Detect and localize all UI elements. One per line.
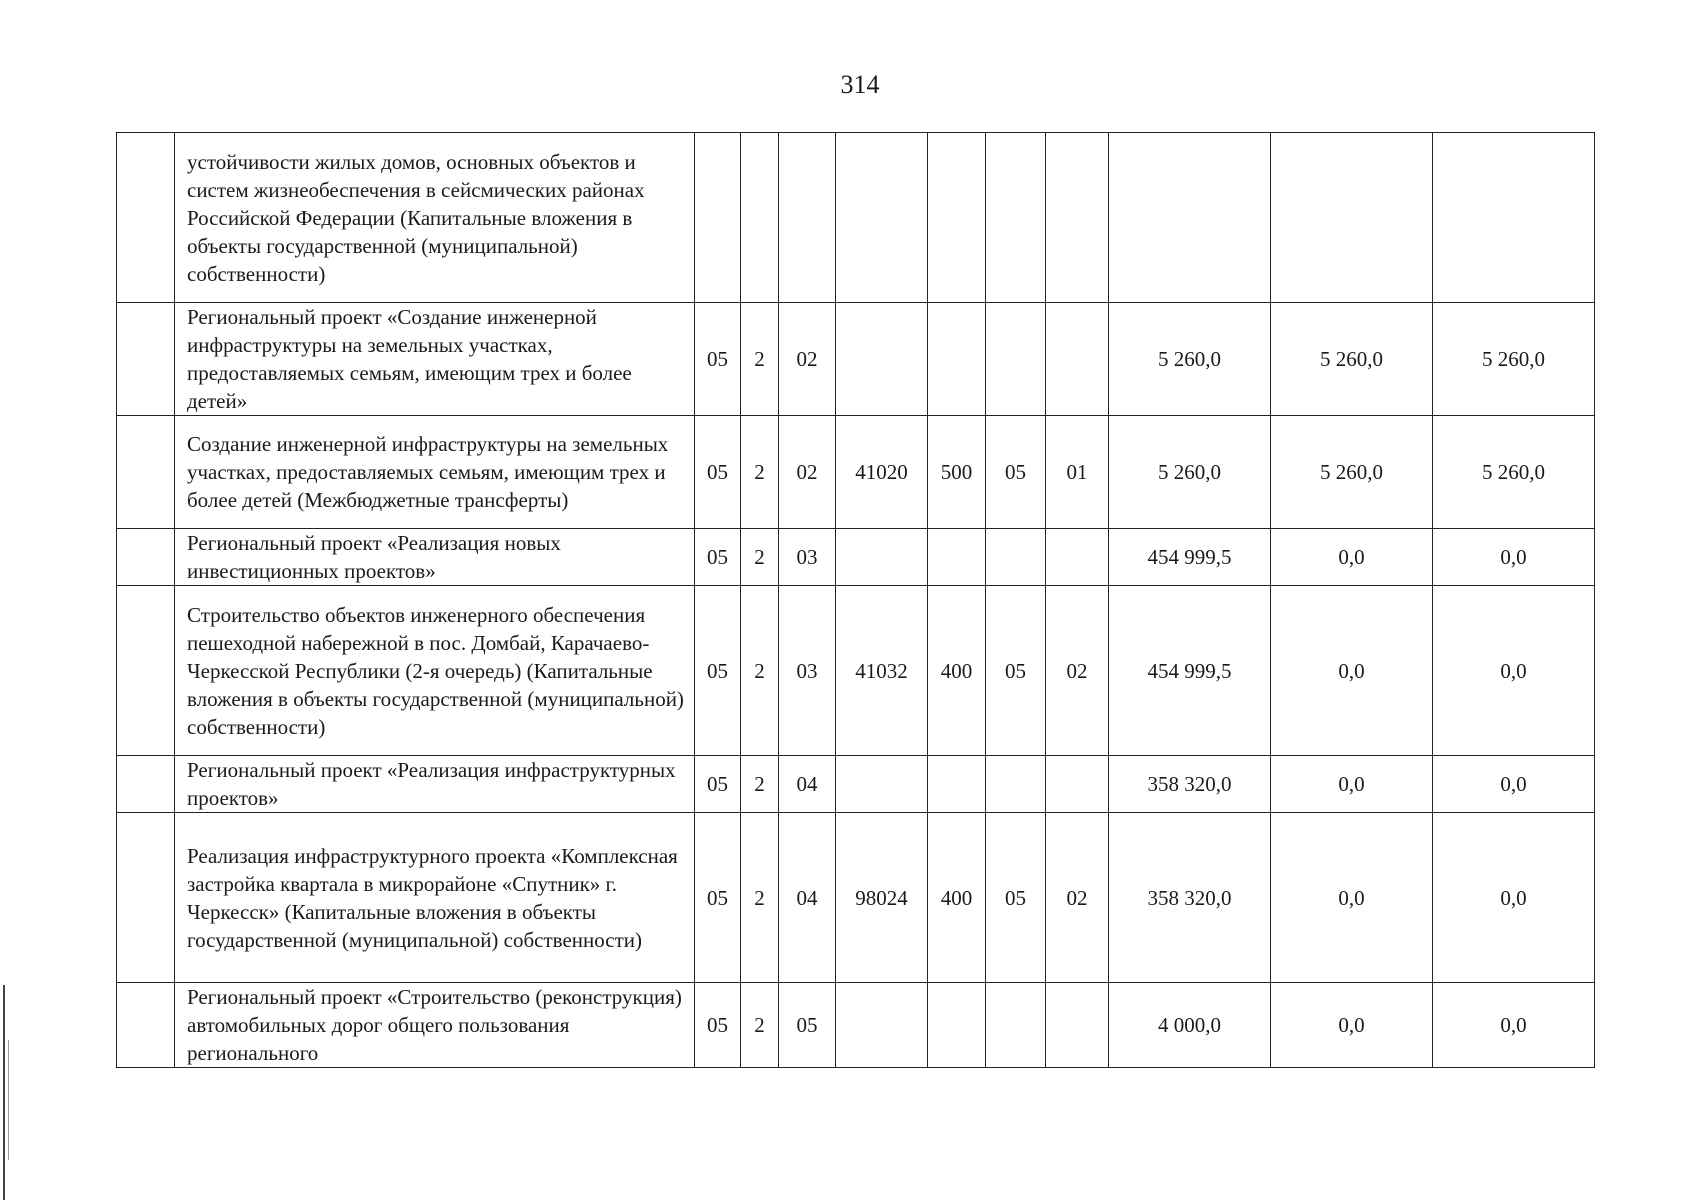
budget-table bbox=[116, 132, 1595, 1068]
scan-artifact-line bbox=[3, 985, 5, 1200]
amount-cell bbox=[1271, 133, 1433, 303]
row-index-cell bbox=[117, 303, 175, 416]
code-cell bbox=[928, 133, 986, 303]
amount-cell: 5 260,0 bbox=[1271, 303, 1433, 416]
code-cell: 2 bbox=[741, 529, 779, 586]
code-cell bbox=[928, 983, 986, 1068]
code-cell bbox=[1046, 756, 1109, 813]
code-cell: 2 bbox=[741, 983, 779, 1068]
code-cell: 03 bbox=[779, 586, 836, 756]
amount-cell: 0,0 bbox=[1433, 983, 1595, 1068]
code-cell: 500 bbox=[928, 416, 986, 529]
code-cell: 04 bbox=[779, 813, 836, 983]
code-cell: 05 bbox=[695, 529, 741, 586]
amount-cell: 454 999,5 bbox=[1109, 529, 1271, 586]
table-row bbox=[117, 983, 1595, 1068]
code-cell: 05 bbox=[779, 983, 836, 1068]
code-cell bbox=[1046, 303, 1109, 416]
row-index-cell bbox=[117, 756, 175, 813]
code-cell: 02 bbox=[1046, 586, 1109, 756]
table-row bbox=[117, 303, 1595, 416]
code-cell bbox=[695, 133, 741, 303]
code-cell: 41020 bbox=[836, 416, 928, 529]
description-cell: Региональный проект «Реализация новых инвестиционных проектов» bbox=[175, 529, 695, 586]
amount-cell: 0,0 bbox=[1433, 586, 1595, 756]
code-cell: 2 bbox=[741, 303, 779, 416]
code-cell bbox=[986, 756, 1046, 813]
amount-cell: 358 320,0 bbox=[1109, 813, 1271, 983]
page-number: 314 bbox=[840, 70, 880, 99]
amount-cell: 0,0 bbox=[1271, 756, 1433, 813]
table-row bbox=[117, 586, 1595, 756]
code-cell: 2 bbox=[741, 586, 779, 756]
code-cell bbox=[836, 303, 928, 416]
code-cell bbox=[986, 983, 1046, 1068]
table-row bbox=[117, 133, 1595, 303]
code-cell: 41032 bbox=[836, 586, 928, 756]
row-index-cell bbox=[117, 813, 175, 983]
amount-cell: 5 260,0 bbox=[1109, 416, 1271, 529]
code-cell bbox=[1046, 983, 1109, 1068]
code-cell bbox=[986, 133, 1046, 303]
amount-cell: 0,0 bbox=[1271, 586, 1433, 756]
code-cell: 02 bbox=[1046, 813, 1109, 983]
code-cell: 04 bbox=[779, 756, 836, 813]
code-cell bbox=[1046, 529, 1109, 586]
amount-cell: 4 000,0 bbox=[1109, 983, 1271, 1068]
code-cell: 2 bbox=[741, 416, 779, 529]
code-cell bbox=[928, 756, 986, 813]
row-index-cell bbox=[117, 586, 175, 756]
amount-cell: 0,0 bbox=[1271, 813, 1433, 983]
code-cell bbox=[986, 529, 1046, 586]
code-cell: 98024 bbox=[836, 813, 928, 983]
row-index-cell bbox=[117, 529, 175, 586]
code-cell bbox=[836, 756, 928, 813]
description-cell: Строительство объектов инженерного обеспечения пешеходной набережной в пос. Домбай, Карачаево-Черкесской Республики (2-я очередь) (Капитальные вложения в объекты государственной (муниципальной) собственности) bbox=[175, 586, 695, 756]
code-cell: 02 bbox=[779, 303, 836, 416]
code-cell: 2 bbox=[741, 756, 779, 813]
row-index-cell bbox=[117, 983, 175, 1068]
amount-cell: 0,0 bbox=[1433, 756, 1595, 813]
amount-cell: 5 260,0 bbox=[1271, 416, 1433, 529]
code-cell bbox=[779, 133, 836, 303]
table-row bbox=[117, 813, 1595, 983]
code-cell bbox=[836, 133, 928, 303]
code-cell: 05 bbox=[695, 416, 741, 529]
code-cell: 05 bbox=[695, 586, 741, 756]
code-cell: 01 bbox=[1046, 416, 1109, 529]
amount-cell bbox=[1109, 133, 1271, 303]
code-cell bbox=[928, 529, 986, 586]
code-cell: 03 bbox=[779, 529, 836, 586]
code-cell: 05 bbox=[695, 303, 741, 416]
amount-cell: 5 260,0 bbox=[1433, 416, 1595, 529]
code-cell: 400 bbox=[928, 586, 986, 756]
amount-cell: 0,0 bbox=[1433, 813, 1595, 983]
description-cell: Региональный проект «Реализация инфраструктурных проектов» bbox=[175, 756, 695, 813]
code-cell bbox=[836, 983, 928, 1068]
code-cell: 400 bbox=[928, 813, 986, 983]
row-index-cell bbox=[117, 133, 175, 303]
amount-cell: 5 260,0 bbox=[1433, 303, 1595, 416]
amount-cell: 454 999,5 bbox=[1109, 586, 1271, 756]
code-cell: 05 bbox=[695, 813, 741, 983]
description-cell: Региональный проект «Создание инженерной инфраструктуры на земельных участках, предоставляемых семьям, имеющим трех и более детей» bbox=[175, 303, 695, 416]
amount-cell: 0,0 bbox=[1271, 529, 1433, 586]
row-index-cell bbox=[117, 416, 175, 529]
amount-cell: 5 260,0 bbox=[1109, 303, 1271, 416]
amount-cell: 0,0 bbox=[1433, 529, 1595, 586]
code-cell bbox=[928, 303, 986, 416]
description-cell: Региональный проект «Строительство (реконструкция) автомобильных дорог общего пользования регионального bbox=[175, 983, 695, 1068]
code-cell bbox=[1046, 133, 1109, 303]
code-cell: 05 bbox=[695, 756, 741, 813]
code-cell: 02 bbox=[779, 416, 836, 529]
amount-cell: 0,0 bbox=[1271, 983, 1433, 1068]
code-cell: 05 bbox=[986, 416, 1046, 529]
scan-artifact-line bbox=[8, 1040, 9, 1160]
code-cell: 2 bbox=[741, 813, 779, 983]
table-row bbox=[117, 416, 1595, 529]
description-cell: Создание инженерной инфраструктуры на земельных участках, предоставляемых семьям, имеющим трех и более детей (Межбюджетные трансферты) bbox=[175, 416, 695, 529]
code-cell: 05 bbox=[695, 983, 741, 1068]
amount-cell: 358 320,0 bbox=[1109, 756, 1271, 813]
description-cell: устойчивости жилых домов, основных объектов и систем жизнеобеспечения в сейсмических районах Российской Федерации (Капитальные вложения в объекты государственной (муниципальной) собственности) bbox=[175, 133, 695, 303]
table-row bbox=[117, 529, 1595, 586]
code-cell bbox=[986, 303, 1046, 416]
code-cell bbox=[836, 529, 928, 586]
code-cell: 05 bbox=[986, 586, 1046, 756]
description-cell: Реализация инфраструктурного проекта «Комплексная застройка квартала в микрорайоне «Спутник» г. Черкесск» (Капитальные вложения в объекты государственной (муниципальной) собственности) bbox=[175, 813, 695, 983]
code-cell bbox=[741, 133, 779, 303]
code-cell: 05 bbox=[986, 813, 1046, 983]
amount-cell bbox=[1433, 133, 1595, 303]
table-row bbox=[117, 756, 1595, 813]
